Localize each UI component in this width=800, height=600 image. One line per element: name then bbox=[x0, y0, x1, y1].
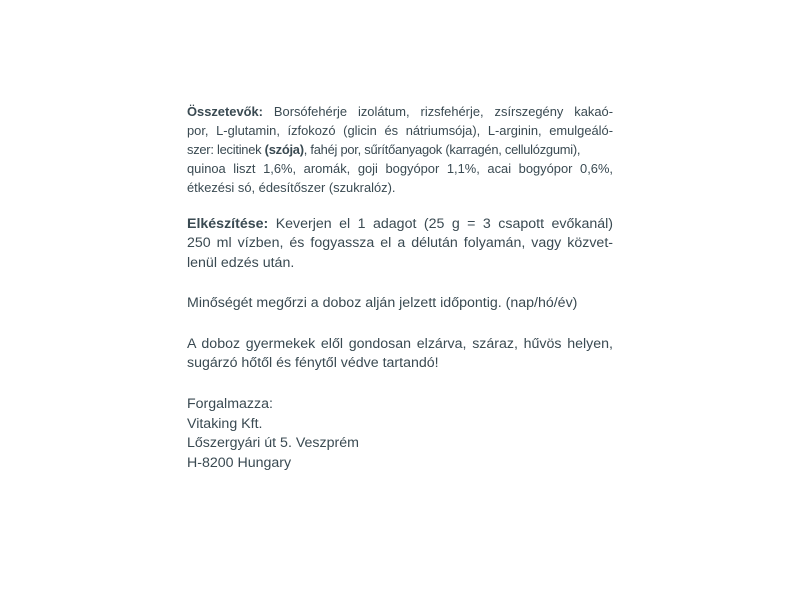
best-before-paragraph bbox=[187, 294, 613, 313]
preparation-line-3: lenül edzés után. bbox=[187, 254, 295, 271]
distributor-block bbox=[187, 395, 613, 473]
preparation-line-1 bbox=[187, 215, 613, 234]
preparation-text: Keverjen el 1 adagot (25 g = 3 csapott evőkanál) bbox=[268, 216, 613, 232]
ingredients-line-2: por, L-glutamin, ízfokozó (glicin és nátriumsója), L-arginin, emulgeáló- bbox=[187, 123, 613, 138]
ingredients-line-4: quinoa liszt 1,6%, aromák, goji bogyópor 1,1%, acai bogyópor 0,6%, bbox=[187, 161, 613, 176]
distributor-label: Forgalmazza: bbox=[187, 396, 273, 413]
distributor-company: Vitaking Kft. bbox=[187, 415, 263, 432]
ingredients-label: Összetevők: bbox=[187, 104, 263, 119]
distributor-street: Lőszergyári út 5. Veszprém bbox=[187, 435, 359, 452]
preparation-label: Elkészítése: bbox=[187, 216, 269, 232]
allergen-soy: (szója) bbox=[264, 142, 304, 157]
ingredients-line-1 bbox=[187, 102, 613, 121]
storage-paragraph bbox=[187, 335, 613, 374]
ingredients-line-3 bbox=[187, 140, 613, 159]
ingredients-text: , fahéj por, sűrítőanyagok (karragén, cellulózgumi), bbox=[303, 142, 581, 157]
ingredients-paragraph bbox=[187, 102, 613, 197]
preparation-line-2: 250 ml vízben, és fogyassza el a délután folyamán, vagy közvet- bbox=[187, 235, 613, 252]
best-before-text: Minőségét megőrzi a doboz alján jelzett időpontig. (nap/hó/év) bbox=[187, 295, 578, 312]
ingredients-line-5: étkezési só, édesítőszer (szukralóz). bbox=[187, 180, 396, 195]
product-label-text bbox=[187, 102, 613, 473]
distributor-postal-country: H-8200 Hungary bbox=[187, 454, 292, 471]
storage-line-2: sugárzó hőtől és fénytől védve tartandó! bbox=[187, 355, 439, 372]
ingredients-text: szer: lecitinek bbox=[187, 142, 265, 157]
ingredients-text: Borsófehérje izolátum, rizsfehérje, zsírszegény kakaó- bbox=[262, 104, 613, 119]
storage-line-1: A doboz gyermekek elől gondosan elzárva, száraz, hűvös helyen, bbox=[187, 335, 613, 352]
preparation-paragraph bbox=[187, 215, 613, 273]
